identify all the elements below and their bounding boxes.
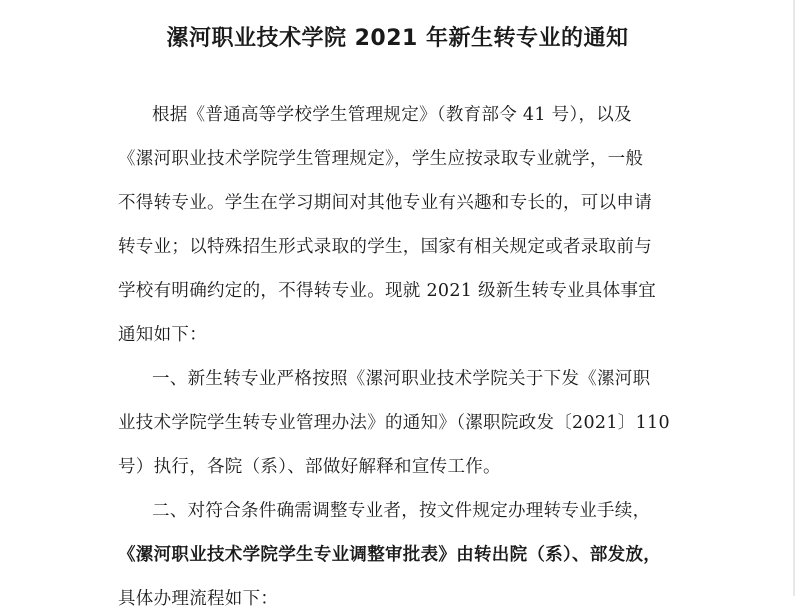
paragraph-line: 《漯河职业技术学院学生管理规定》，学生应按录取专业就学，一般: [118, 149, 644, 169]
paragraph-line: 业技术学院学生转专业管理办法》的通知》（漯职院政发〔2021〕110: [118, 413, 670, 433]
paragraph-line-bold: 《漯河职业技术学院学生专业调整审批表》由转出院（系）、部发放，: [118, 545, 662, 565]
document-title: 漯河职业技术学院 2021 年新生转专业的通知: [166, 26, 629, 51]
paragraph-line: 一、新生转专业严格按照《漯河职业技术学院关于下发《漯河职: [152, 369, 651, 389]
paragraph-line: 转专业；以特殊招生形式录取的学生，国家有相关规定或者录取前与: [118, 237, 652, 257]
paragraph-line: 通知如下：: [118, 325, 207, 345]
paragraph-line: 根据《普通高等学校学生管理规定》（教育部令 41 号），以及: [152, 105, 632, 125]
paragraph-line: 学校有明确约定的，不得转专业。现就 2021 级新生转专业具体事宜: [118, 281, 657, 301]
paragraph-line: 具体办理流程如下：: [118, 589, 279, 609]
paragraph-line: 二、对符合条件确需调整专业者，按文件规定办理转专业手续，: [152, 501, 651, 521]
paragraph-line: 号）执行，各院（系）、部做好解释和宣传工作。: [118, 457, 501, 477]
paragraph-line: 不得转专业。学生在学习期间对其他专业有兴趣和专长的，可以申请: [118, 193, 652, 213]
